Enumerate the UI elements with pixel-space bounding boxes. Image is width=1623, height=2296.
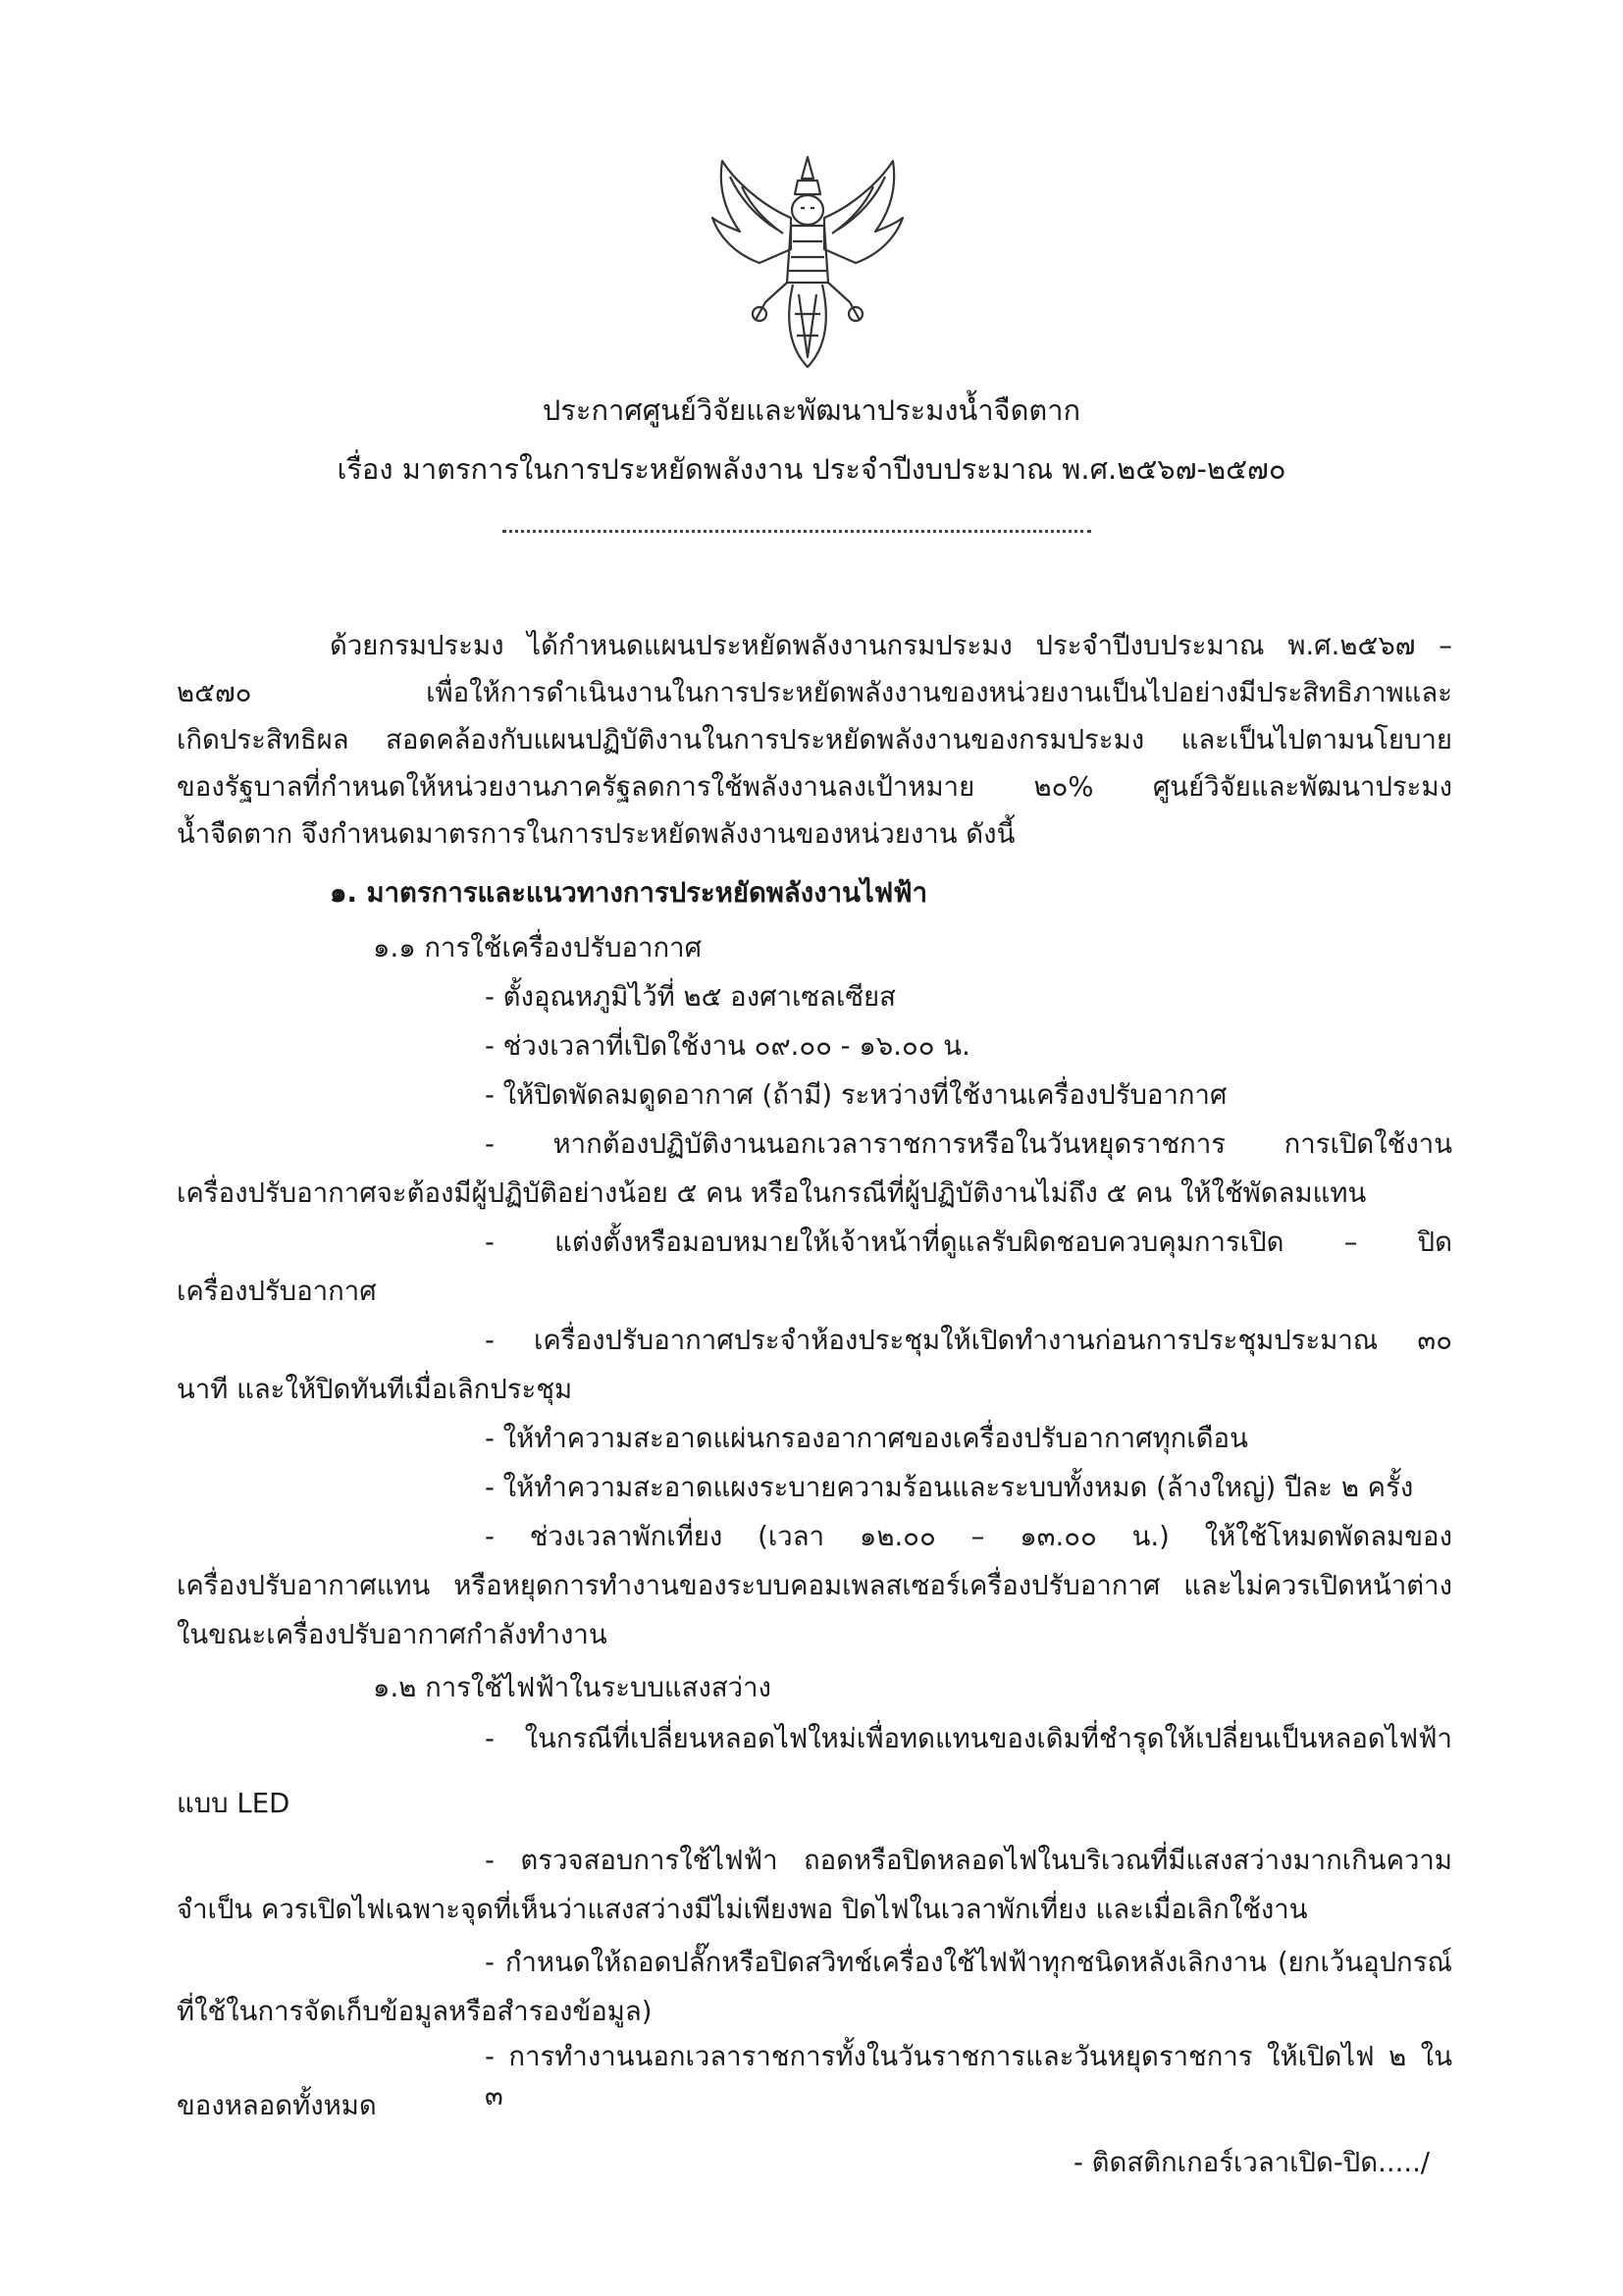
list-item: - การทำงานนอกเวลาราชการทั้งในวันราชการและวันหยุดราชการ ให้เปิดไฟ ๒ ใน ๓ xyxy=(485,2041,1452,2112)
list-item: เครื่องปรับอากาศแทน หรือหยุดการทำงานของระบบคอมเพลสเซอร์เครื่องปรับอากาศ และไม่ควรเปิดหน้าต่าง xyxy=(177,1570,1452,1601)
intro-line-4: ของรัฐบาลที่กำหนดให้หน่วยงานภาครัฐลดการใช้พลังงานลงเป้าหมาย ๒๐% ศูนย์วิจัยและพัฒนาประมง xyxy=(177,771,1452,803)
intro-line-1: ด้วยกรมประมง ได้กำหนดแผนประหยัดพลังงานกรมประมง ประจำปีงบประมาณ พ.ศ.๒๕๖๗ – xyxy=(330,630,1452,661)
intro-line-2: ๒๕๗๐ เพื่อให้การดำเนินงานในการประหยัดพลังงานของหน่วยงานเป็นไปอย่างมีประสิทธิภาพและ xyxy=(177,677,1452,708)
list-item: - เครื่องปรับอากาศประจำห้องประชุมให้เปิดทำงานก่อนการประชุมประมาณ ๓๐ xyxy=(485,1325,1452,1356)
continuation-note: - ติดสติกเกอร์เวลาเปิด-ปิด...../ xyxy=(1073,2147,1431,2178)
list-item: - ช่วงเวลาพักเที่ยง (เวลา ๑๒.๐๐ – ๑๓.๐๐ น.) ให้ใช้โหมดพัดลมของ xyxy=(485,1521,1452,1552)
list-item: - กำหนดให้ถอดปลั๊กหรือปิดสวิทช์เครื่องใช้ไฟฟ้าทุกชนิดหลังเลิกงาน (ยกเว้นอุปกรณ์ xyxy=(485,1947,1452,1978)
subsection-heading: ๑.๑ การใช้เครื่องปรับอากาศ xyxy=(373,932,703,964)
list-item: ที่ใช้ในการจัดเก็บข้อมูลหรือสำรองข้อมูล) xyxy=(177,1996,653,2027)
list-item: - ตรวจสอบการใช้ไฟฟ้า ถอดหรือปิดหลอดไฟในบริเวณที่มีแสงสว่างมากเกินความ xyxy=(485,1845,1452,1876)
list-item: ของหลอดทั้งหมด xyxy=(177,2090,377,2121)
list-item: - แต่งตั้งหรือมอบหมายให้เจ้าหน้าที่ดูแลรับผิดชอบควบคุมการเปิด – ปิด xyxy=(485,1226,1452,1258)
list-item: - ในกรณีที่เปลี่ยนหลอดไฟใหม่เพื่อทดแทนของเดิมที่ชำรุดให้เปลี่ยนเป็นหลอดไฟฟ้า xyxy=(485,1723,1452,1754)
list-item: - ให้ทำความสะอาดแผงระบายความร้อนและระบบทั้งหมด (ล้างใหญ่) ปีละ ๒ ครั้ง xyxy=(485,1472,1414,1503)
list-item: แบบ LED xyxy=(177,1788,290,1819)
list-item: นาที และให้ปิดทันทีเมื่อเลิกประชุม xyxy=(177,1374,573,1405)
garuda-emblem-icon xyxy=(695,147,920,373)
announcement-subject: เรื่อง มาตรการในการประหยัดพลังงาน ประจำปีงบประมาณ พ.ศ.๒๕๖๗-๒๕๗๐ xyxy=(337,452,1286,486)
list-item: - หากต้องปฏิบัติงานนอกเวลาราชการหรือในวันหยุดราชการ การเปิดใช้งาน xyxy=(485,1128,1452,1160)
section-heading: ๑. มาตรการและแนวทางการประหยัดพลังงานไฟฟ้า xyxy=(330,877,928,909)
announcement-title: ประกาศศูนย์วิจัยและพัฒนาประมงน้ำจืดตาก xyxy=(542,393,1081,427)
list-item: - ให้ปิดพัดลมดูดอากาศ (ถ้ามี) ระหว่างที่ใช้งานเครื่องปรับอากาศ xyxy=(485,1079,1228,1111)
list-item: - ตั้งอุณหภูมิไว้ที่ ๒๕ องศาเซลเซียส xyxy=(485,981,896,1013)
list-item: ในขณะเครื่องปรับอากาศกำลังทำงาน xyxy=(177,1619,607,1650)
list-item: - ให้ทำความสะอาดแผ่นกรองอากาศของเครื่องปรับอากาศทุกเดือน xyxy=(485,1423,1248,1454)
intro-line-3: เกิดประสิทธิผล สอดคล้องกับแผนปฏิบัติงานในการประหยัดพลังงานของกรมประมง และเป็นไปตามนโยบาย xyxy=(177,724,1452,756)
list-item: เครื่องปรับอากาศ xyxy=(177,1276,377,1307)
list-item: เครื่องปรับอากาศจะต้องมีผู้ปฏิบัติอย่างน้อย ๕ คน หรือในกรณีที่ผู้ปฏิบัติงานไม่ถึง ๕ คน ให้ใช้พัดลมแทน xyxy=(177,1177,1367,1209)
list-item: จำเป็น ควรเปิดไฟเฉพาะจุดที่เห็นว่าแสงสว่างมีไม่เพียงพอ ปิดไฟในเวลาพักเที่ยง และเมื่อเลิกใช้งาน xyxy=(177,1894,1308,1925)
subsection-heading: ๑.๒ การใช้ไฟฟ้าในระบบแสงสว่าง xyxy=(373,1672,771,1703)
list-item: - ช่วงเวลาที่เปิดใช้งาน ๐๙.๐๐ - ๑๖.๐๐ น. xyxy=(485,1030,970,1062)
intro-line-5: น้ำจืดตาก จึงกำหนดมาตรการในการประหยัดพลังงานของหน่วยงาน ดังนี้ xyxy=(177,818,1016,850)
dotted-separator xyxy=(502,530,1091,533)
